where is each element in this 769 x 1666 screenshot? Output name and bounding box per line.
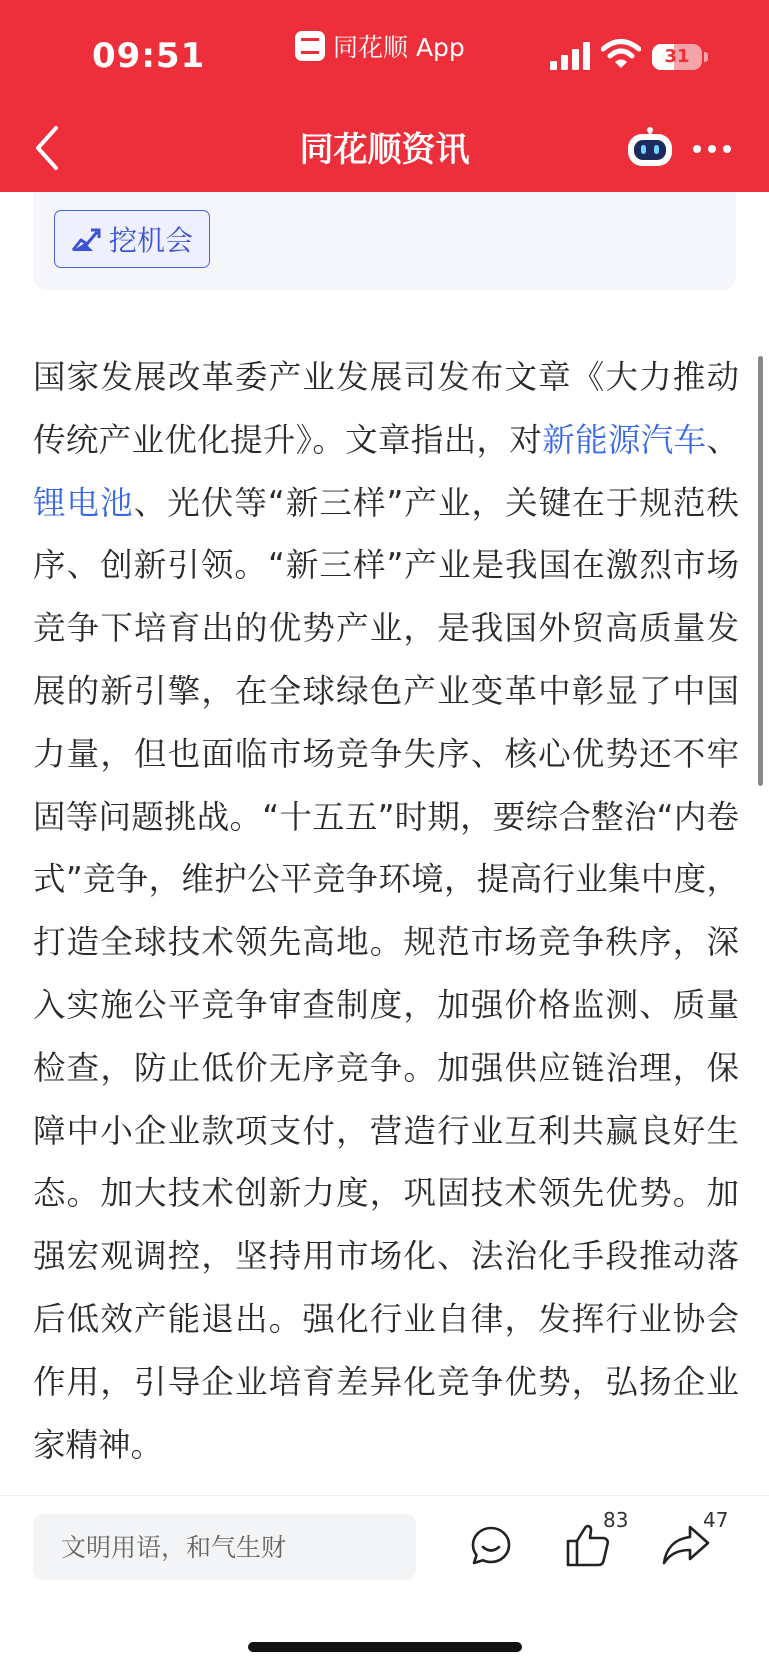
comment-icon[interactable] <box>470 1525 512 1567</box>
robot-icon[interactable] <box>627 126 673 168</box>
wifi-icon <box>601 38 641 70</box>
signal-icon <box>550 42 590 70</box>
stock-link-lithium[interactable]: 锂电池 <box>33 483 134 522</box>
like-count: 83 <box>603 1508 629 1532</box>
article-body <box>33 346 739 1476</box>
app-header <box>0 0 769 192</box>
status-app-label: 同花顺 App <box>333 33 465 62</box>
home-indicator[interactable] <box>248 1642 522 1652</box>
status-app-indicator[interactable] <box>295 28 465 64</box>
more-icon[interactable] <box>692 143 732 155</box>
share-count: 47 <box>703 1508 729 1532</box>
article-text: 、 <box>706 420 739 459</box>
status-time: 09:51 <box>92 36 206 76</box>
article-text: 国家发展改革委产业发展司发布文章《大力推动传统产业优化提升》。文章指出，对 <box>33 358 739 459</box>
comment-input[interactable] <box>33 1514 416 1580</box>
dig-opportunity-button[interactable] <box>54 210 210 268</box>
article-text: 、光伏等“新三样”产业，关键在于规范秩序、创新引领。“新三样”产业是我国在激烈市场竞争下培育出的优势产业，是我国外贸高质量发展的新引擎，在全球绿色产业变革中彰显了中国力量，但也面临市场竞争失序、核心优势还不牢固等问题挑战。“十五五”时期，要综合整治“内卷式”竞争，维护公平竞争环境，提高行业集中度，打造全球技术领先高地。规范市场竞争秩序，深入实施公平竞争审查制度，加强价格监测、质量检查，防止低价无序竞争。加强供应链治理，保障中小企业款项支付，营造行业互利共赢良好生态。加大技术创新力度，巩固技术领先优势。加强宏观调控，坚持用市场化、法治化手段推动落后低效产能退出。强化行业自律，发挥行业协会作用，引导企业培育差异化竞争优势，弘扬企业家精神。 <box>33 483 739 1464</box>
app-logo-icon <box>295 31 325 61</box>
battery-icon <box>652 44 702 70</box>
excavator-chart-icon <box>71 226 101 252</box>
scrollbar[interactable] <box>758 356 763 786</box>
dig-opportunity-label: 挖机会 <box>108 224 193 257</box>
page-title: 同花顺资讯 <box>299 130 470 170</box>
stock-link-nev[interactable]: 新能源汽车 <box>542 420 707 459</box>
battery-level: 31 <box>664 46 690 67</box>
